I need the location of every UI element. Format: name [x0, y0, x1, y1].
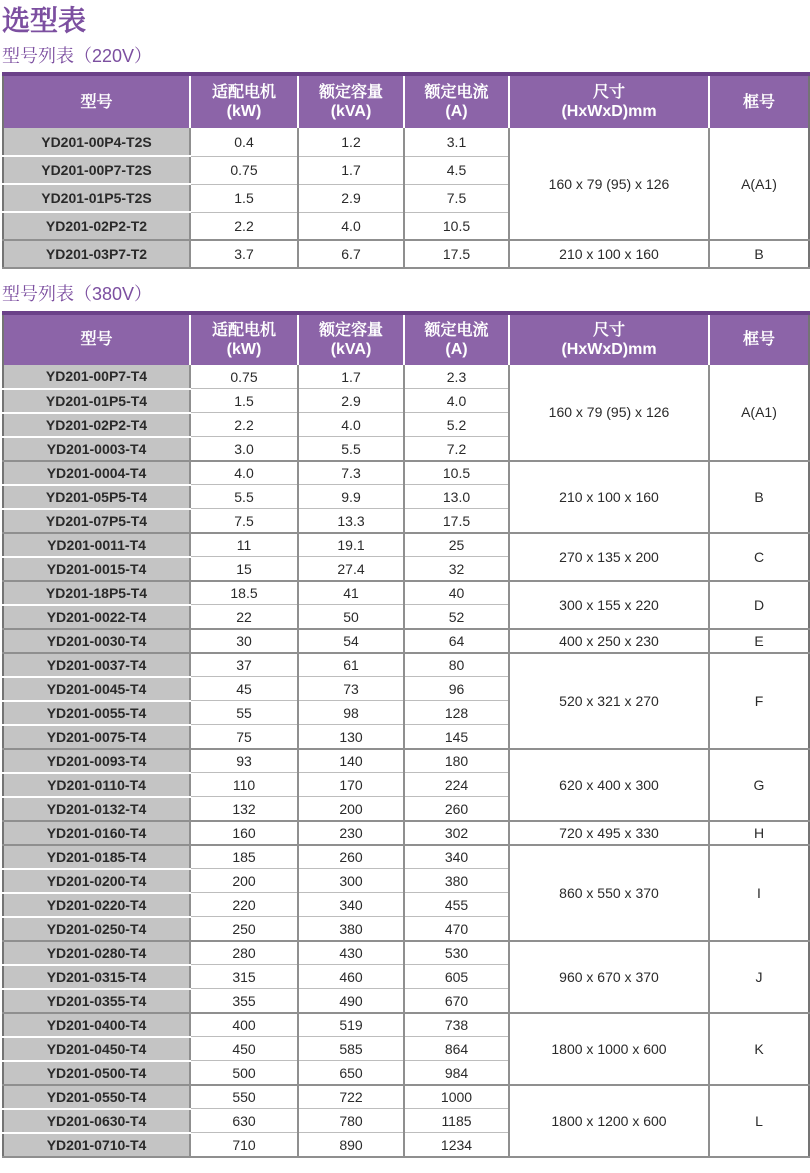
frame-cell: A(A1)	[709, 128, 809, 240]
table-row	[3, 821, 809, 845]
rated-kw-cell: 450	[190, 1037, 298, 1061]
model-cell: YD201-01P5-T4	[3, 389, 190, 413]
rated-kw-cell: 0.4	[190, 128, 298, 156]
model-cell: YD201-0004-T4	[3, 461, 190, 485]
model-cell: YD201-0355-T4	[3, 989, 190, 1013]
rated-current-cell: 10.5	[404, 212, 509, 240]
rated-current-cell: 7.5	[404, 184, 509, 212]
rated-current-cell: 1185	[404, 1109, 509, 1133]
table-row	[3, 365, 809, 389]
rated-current-cell: 25	[404, 533, 509, 557]
model-cell: YD201-0500-T4	[3, 1061, 190, 1085]
frame-cell: F	[709, 653, 809, 749]
rated-kw-cell: 15	[190, 557, 298, 581]
rated-current-cell: 128	[404, 701, 509, 725]
rated-kw-cell: 37	[190, 653, 298, 677]
rated-current-cell: 455	[404, 893, 509, 917]
rated-kw-cell: 132	[190, 797, 298, 821]
rated-kva-cell: 890	[298, 1133, 404, 1157]
rated-kva-cell: 130	[298, 725, 404, 749]
rated-kw-cell: 250	[190, 917, 298, 941]
model-table-220v	[2, 72, 810, 269]
rated-kva-cell: 380	[298, 917, 404, 941]
model-cell: YD201-05P5-T4	[3, 485, 190, 509]
model-cell: YD201-0160-T4	[3, 821, 190, 845]
column-header-current: 额定电流 (A)	[404, 313, 509, 365]
dimensions-cell: 270 x 135 x 200	[509, 533, 709, 581]
table-row	[3, 128, 809, 156]
rated-current-cell: 180	[404, 749, 509, 773]
rated-kw-cell: 160	[190, 821, 298, 845]
rated-kw-cell: 220	[190, 893, 298, 917]
column-header-model: 型号	[3, 74, 190, 128]
column-header-frame: 框号	[709, 74, 809, 128]
column-header-dimensions: 尺寸 (HxWxD)mm	[509, 74, 709, 128]
rated-kva-cell: 4.0	[298, 212, 404, 240]
model-cell: YD201-0185-T4	[3, 845, 190, 869]
column-header-model: 型号	[3, 313, 190, 365]
model-cell: YD201-0055-T4	[3, 701, 190, 725]
column-header-frame: 框号	[709, 313, 809, 365]
model-cell: YD201-0093-T4	[3, 749, 190, 773]
rated-kva-cell: 170	[298, 773, 404, 797]
rated-kva-cell: 54	[298, 629, 404, 653]
rated-kva-cell: 230	[298, 821, 404, 845]
rated-current-cell: 4.5	[404, 156, 509, 184]
dimensions-cell: 1800 x 1200 x 600	[509, 1085, 709, 1157]
rated-current-cell: 224	[404, 773, 509, 797]
dimensions-cell: 860 x 550 x 370	[509, 845, 709, 941]
subtitle-380v: 型号列表（380V）	[2, 284, 153, 305]
rated-kva-cell: 2.9	[298, 389, 404, 413]
table-row	[3, 749, 809, 773]
table-row	[3, 629, 809, 653]
rated-kw-cell: 630	[190, 1109, 298, 1133]
rated-current-cell: 10.5	[404, 461, 509, 485]
dimensions-cell: 210 x 100 x 160	[509, 461, 709, 533]
frame-cell: B	[709, 461, 809, 533]
rated-kva-cell: 780	[298, 1109, 404, 1133]
column-header-current: 额定电流 (A)	[404, 74, 509, 128]
rated-kva-cell: 73	[298, 677, 404, 701]
model-cell: YD201-0030-T4	[3, 629, 190, 653]
rated-current-cell: 1234	[404, 1133, 509, 1157]
table-row	[3, 533, 809, 557]
rated-current-cell: 380	[404, 869, 509, 893]
rated-current-cell: 145	[404, 725, 509, 749]
rated-current-cell: 13.0	[404, 485, 509, 509]
rated-kva-cell: 6.7	[298, 240, 404, 268]
rated-kw-cell: 75	[190, 725, 298, 749]
rated-current-cell: 260	[404, 797, 509, 821]
rated-kw-cell: 355	[190, 989, 298, 1013]
rated-kva-cell: 519	[298, 1013, 404, 1037]
frame-cell: H	[709, 821, 809, 845]
column-header-capacity: 额定容量 (kVA)	[298, 74, 404, 128]
rated-kw-cell: 45	[190, 677, 298, 701]
rated-kw-cell: 0.75	[190, 156, 298, 184]
rated-current-cell: 7.2	[404, 437, 509, 461]
model-cell: YD201-0450-T4	[3, 1037, 190, 1061]
rated-kw-cell: 1.5	[190, 184, 298, 212]
rated-kw-cell: 550	[190, 1085, 298, 1109]
model-cell: YD201-0003-T4	[3, 437, 190, 461]
model-cell: YD201-0400-T4	[3, 1013, 190, 1037]
column-header-motor: 适配电机 (kW)	[190, 74, 298, 128]
rated-kva-cell: 460	[298, 965, 404, 989]
rated-kva-cell: 1.7	[298, 365, 404, 389]
rated-kva-cell: 722	[298, 1085, 404, 1109]
rated-kw-cell: 4.0	[190, 461, 298, 485]
model-cell: YD201-0200-T4	[3, 869, 190, 893]
rated-kva-cell: 61	[298, 653, 404, 677]
rated-kw-cell: 500	[190, 1061, 298, 1085]
rated-kva-cell: 19.1	[298, 533, 404, 557]
rated-current-cell: 340	[404, 845, 509, 869]
dimensions-cell: 160 x 79 (95) x 126	[509, 365, 709, 461]
table-row	[3, 653, 809, 677]
rated-kva-cell: 140	[298, 749, 404, 773]
rated-kw-cell: 55	[190, 701, 298, 725]
rated-kva-cell: 27.4	[298, 557, 404, 581]
rated-kva-cell: 340	[298, 893, 404, 917]
rated-current-cell: 984	[404, 1061, 509, 1085]
dimensions-cell: 720 x 495 x 330	[509, 821, 709, 845]
dimensions-cell: 210 x 100 x 160	[509, 240, 709, 268]
table-row	[3, 240, 809, 268]
model-cell: YD201-07P5-T4	[3, 509, 190, 533]
rated-kva-cell: 13.3	[298, 509, 404, 533]
model-cell: YD201-0045-T4	[3, 677, 190, 701]
model-cell: YD201-00P7-T4	[3, 365, 190, 389]
frame-cell: K	[709, 1013, 809, 1085]
model-cell: YD201-0075-T4	[3, 725, 190, 749]
rated-kw-cell: 3.7	[190, 240, 298, 268]
rated-kw-cell: 18.5	[190, 581, 298, 605]
rated-current-cell: 64	[404, 629, 509, 653]
dimensions-cell: 960 x 670 x 370	[509, 941, 709, 1013]
rated-kva-cell: 1.7	[298, 156, 404, 184]
header-row	[3, 74, 809, 128]
model-cell: YD201-0250-T4	[3, 917, 190, 941]
model-cell: YD201-00P7-T2S	[3, 156, 190, 184]
model-cell: YD201-0315-T4	[3, 965, 190, 989]
rated-current-cell: 96	[404, 677, 509, 701]
model-table-380v	[2, 311, 810, 1158]
frame-cell: E	[709, 629, 809, 653]
frame-cell: I	[709, 845, 809, 941]
model-cell: YD201-0015-T4	[3, 557, 190, 581]
dimensions-cell: 520 x 321 x 270	[509, 653, 709, 749]
rated-kva-cell: 300	[298, 869, 404, 893]
header-row	[3, 313, 809, 365]
model-cell: YD201-0132-T4	[3, 797, 190, 821]
rated-current-cell: 530	[404, 941, 509, 965]
rated-current-cell: 5.2	[404, 413, 509, 437]
frame-cell: D	[709, 581, 809, 629]
model-cell: YD201-02P2-T4	[3, 413, 190, 437]
model-cell: YD201-0022-T4	[3, 605, 190, 629]
rated-current-cell: 1000	[404, 1085, 509, 1109]
rated-kva-cell: 9.9	[298, 485, 404, 509]
column-header-capacity: 额定容量 (kVA)	[298, 313, 404, 365]
frame-cell: G	[709, 749, 809, 821]
frame-cell: L	[709, 1085, 809, 1157]
table-row	[3, 941, 809, 965]
rated-current-cell: 4.0	[404, 389, 509, 413]
rated-kw-cell: 280	[190, 941, 298, 965]
rated-current-cell: 470	[404, 917, 509, 941]
model-cell: YD201-18P5-T4	[3, 581, 190, 605]
table-row	[3, 581, 809, 605]
rated-kw-cell: 2.2	[190, 413, 298, 437]
rated-kw-cell: 93	[190, 749, 298, 773]
rated-kva-cell: 650	[298, 1061, 404, 1085]
model-cell: YD201-01P5-T2S	[3, 184, 190, 212]
frame-cell: C	[709, 533, 809, 581]
rated-kva-cell: 4.0	[298, 413, 404, 437]
rated-current-cell: 3.1	[404, 128, 509, 156]
rated-kw-cell: 1.5	[190, 389, 298, 413]
rated-kva-cell: 585	[298, 1037, 404, 1061]
rated-kw-cell: 2.2	[190, 212, 298, 240]
rated-current-cell: 738	[404, 1013, 509, 1037]
rated-kw-cell: 30	[190, 629, 298, 653]
dimensions-cell: 300 x 155 x 220	[509, 581, 709, 629]
table-row	[3, 1013, 809, 1037]
rated-current-cell: 52	[404, 605, 509, 629]
frame-cell: A(A1)	[709, 365, 809, 461]
model-cell: YD201-0710-T4	[3, 1133, 190, 1157]
rated-current-cell: 40	[404, 581, 509, 605]
rated-kva-cell: 50	[298, 605, 404, 629]
rated-kva-cell: 430	[298, 941, 404, 965]
rated-kw-cell: 185	[190, 845, 298, 869]
rated-kw-cell: 11	[190, 533, 298, 557]
rated-kw-cell: 315	[190, 965, 298, 989]
rated-current-cell: 2.3	[404, 365, 509, 389]
rated-kva-cell: 98	[298, 701, 404, 725]
rated-current-cell: 32	[404, 557, 509, 581]
rated-kw-cell: 110	[190, 773, 298, 797]
rated-kw-cell: 0.75	[190, 365, 298, 389]
rated-current-cell: 17.5	[404, 509, 509, 533]
model-cell: YD201-0037-T4	[3, 653, 190, 677]
subtitle-220v: 型号列表（220V）	[2, 45, 153, 66]
frame-cell: J	[709, 941, 809, 1013]
page-title: 选型表	[2, 5, 87, 36]
model-cell: YD201-03P7-T2	[3, 240, 190, 268]
rated-kw-cell: 400	[190, 1013, 298, 1037]
dimensions-cell: 400 x 250 x 230	[509, 629, 709, 653]
rated-kw-cell: 3.0	[190, 437, 298, 461]
rated-current-cell: 17.5	[404, 240, 509, 268]
column-header-dimensions: 尺寸 (HxWxD)mm	[509, 313, 709, 365]
rated-kva-cell: 5.5	[298, 437, 404, 461]
model-cell: YD201-02P2-T2	[3, 212, 190, 240]
model-cell: YD201-00P4-T2S	[3, 128, 190, 156]
model-cell: YD201-0550-T4	[3, 1085, 190, 1109]
model-cell: YD201-0280-T4	[3, 941, 190, 965]
rated-current-cell: 605	[404, 965, 509, 989]
rated-current-cell: 302	[404, 821, 509, 845]
rated-kva-cell: 260	[298, 845, 404, 869]
rated-kva-cell: 1.2	[298, 128, 404, 156]
frame-cell: B	[709, 240, 809, 268]
rated-kw-cell: 710	[190, 1133, 298, 1157]
table-row	[3, 845, 809, 869]
dimensions-cell: 160 x 79 (95) x 126	[509, 128, 709, 240]
dimensions-cell: 620 x 400 x 300	[509, 749, 709, 821]
model-cell: YD201-0110-T4	[3, 773, 190, 797]
rated-kva-cell: 200	[298, 797, 404, 821]
dimensions-cell: 1800 x 1000 x 600	[509, 1013, 709, 1085]
table-section-220v	[2, 46, 808, 270]
rated-kva-cell: 2.9	[298, 184, 404, 212]
table-row	[3, 461, 809, 485]
rated-kva-cell: 490	[298, 989, 404, 1013]
model-cell: YD201-0220-T4	[3, 893, 190, 917]
rated-current-cell: 864	[404, 1037, 509, 1061]
model-cell: YD201-0011-T4	[3, 533, 190, 557]
column-header-motor: 适配电机 (kW)	[190, 313, 298, 365]
rated-kva-cell: 7.3	[298, 461, 404, 485]
rated-kw-cell: 22	[190, 605, 298, 629]
rated-kw-cell: 200	[190, 869, 298, 893]
rated-current-cell: 80	[404, 653, 509, 677]
rated-kva-cell: 41	[298, 581, 404, 605]
rated-kw-cell: 7.5	[190, 509, 298, 533]
rated-kw-cell: 5.5	[190, 485, 298, 509]
table-row	[3, 1085, 809, 1109]
model-cell: YD201-0630-T4	[3, 1109, 190, 1133]
rated-current-cell: 670	[404, 989, 509, 1013]
table-section-380v	[2, 284, 808, 1158]
